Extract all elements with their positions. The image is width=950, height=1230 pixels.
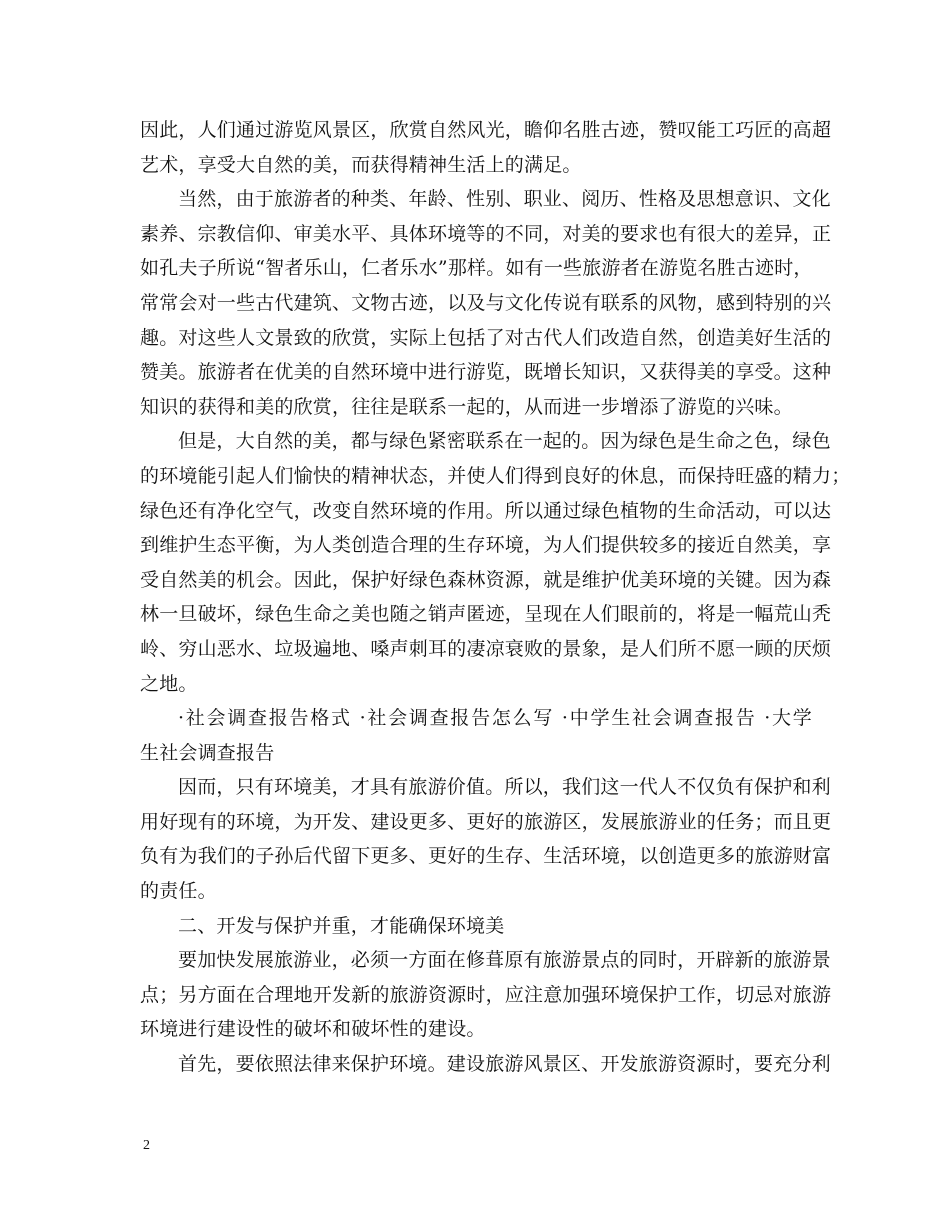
text-line: 到维护生态平衡，为人类创造合理的生存环境，为人们提供较多的接近自然美，享 — [140, 534, 832, 557]
text-line: 负有为我们的子孙后代留下更多、更好的生存、生活环境，以创造更多的旅游财富 — [140, 845, 832, 868]
text-line: 岭、穷山恶水、垃圾遍地、嗓声刺耳的凄凉衰败的景象，是人们所不愿一顾的厌烦 — [140, 637, 832, 660]
text-line: 因此，人们通过游览风景区，欣赏自然风光，瞻仰名胜古迹，赞叹能工巧匠的高超 — [140, 119, 832, 141]
text-line: 二、开发与保护并重，才能确保环境美 — [178, 914, 505, 937]
text-line: 首先，要依照法律来保护环境。建设旅游风景区、开发旅游资源时，要充分利 — [178, 1053, 831, 1076]
text-line: 因而，只有环境美，才具有旅游价值。所以，我们这一代人不仅负有保护和利 — [178, 776, 831, 799]
text-line: 如孔夫子所说“智者乐山，仁者乐水”那样。如有一些旅游者在游览名胜古迹时， — [140, 257, 813, 280]
text-line: 用好现有的环境，为开发、建设更多、更好的旅游区，发展旅游业的任务；而且更 — [140, 810, 832, 833]
text-line: 生社会调查报告 — [140, 741, 275, 764]
text-line: 素养、宗教信仰、审美水平、具体环境等的不同，对美的要求也有很大的差异，正 — [140, 222, 832, 245]
text-line: 受自然美的机会。因此，保护好绿色森林资源，就是维护优美环境的关键。因为森 — [140, 568, 832, 591]
paragraph — [140, 1047, 831, 1082]
paragraph — [140, 424, 851, 701]
text-line: 趣。对这些人文景致的欣赏，实际上包括了对古代人们改造自然，创造美好生活的 — [140, 326, 832, 349]
text-line: 常常会对一些古代建筑、文物古迹，以及与文化传说有联系的风物，感到特别的兴 — [140, 291, 832, 314]
paragraph — [140, 909, 812, 944]
text-line: 绿色还有净化空气，改变自然环境的作用。所以通过绿色植物的生命活动，可以达 — [140, 499, 832, 522]
text-line: 艺术，享受大自然的美，而获得精神生活上的满足。 — [140, 153, 582, 176]
text-line: 之地。 — [140, 672, 198, 695]
text-line: 要加快发展旅游业，必须一方面在修葺原有旅游景点的同时，开辟新的旅游景 — [178, 949, 831, 972]
text-line: 的责任。 — [140, 880, 217, 903]
text-line: 赞美。旅游者在优美的自然环境中进行游览，既增长知识，又获得美的享受。这种 — [140, 361, 832, 384]
page-number: 2 — [143, 1138, 150, 1153]
text-line: 但是，大自然的美，都与绿色紧密联系在一起的。因为绿色是生命之色，绿色 — [178, 430, 831, 453]
paragraph — [140, 113, 832, 182]
document-body — [140, 113, 851, 1082]
paragraph — [140, 182, 832, 424]
text-line: 环境进行建设性的破坏和破坏性的建设。 — [140, 1018, 486, 1041]
text-line: 的环境能引起人们愉快的精神状态，并使人们得到良好的休息，而保持旺盛的精力； — [140, 464, 851, 487]
paragraph — [140, 943, 832, 1047]
text-line: 林一旦破坏，绿色生命之美也随之销声匿迹，呈现在人们眼前的，将是一幅荒山秃 — [140, 603, 832, 626]
text-line: 点；另方面在合理地开发新的旅游资源时，应注意加强环境保护工作，切忌对旅游 — [140, 983, 832, 1006]
text-line: 知识的获得和美的欣赏，往往是联系一起的，从而进一步增添了游览的兴味。 — [140, 395, 793, 418]
paragraph — [140, 701, 812, 770]
text-line: 当然，由于旅游者的种类、年龄、性别、职业、阅历、性格及思想意识、文化 — [178, 188, 831, 211]
text-line: ·社会调查报告格式 ·社会调查报告怎么写 ·中学生社会调查报告 ·大学 — [178, 707, 812, 730]
paragraph — [140, 770, 832, 908]
